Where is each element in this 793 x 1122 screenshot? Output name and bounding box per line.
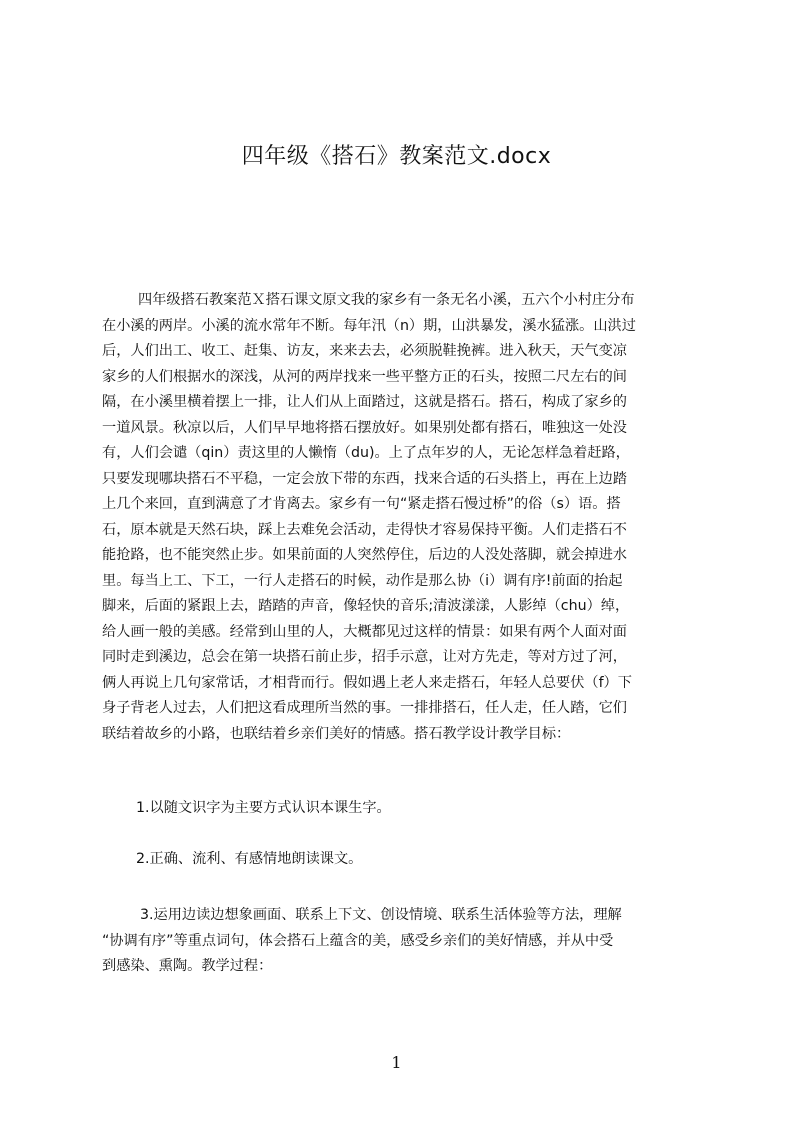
paragraph-line: 石，原本就是天然石块，踩上去难免会活动，走得快才容易保持平衡。人们走搭石不 — [102, 521, 627, 538]
paragraph-line: 身子背老人过去，人们把这看成理所当然的事。一排排搭石，任人走，任人踏，它们 — [102, 700, 627, 716]
paragraph-line: 四年级搭石教案范Ｘ搭石课文原文我的家乡有一条无名小溪，五六个小村庄分布 — [138, 292, 635, 308]
goal-line: “协调有序”等重点词句，体会搭石上蕴含的美，感受乡亲们的美好情感，并从中受 — [102, 932, 614, 949]
page-number: 1 — [391, 1053, 402, 1072]
paragraph-line: 能抢路，也不能突然止步。如果前面的人突然停住，后边的人没处落脚，就会掉进水 — [102, 547, 627, 563]
paragraph-line: 只要发现哪块搭石不平稳，一定会放下带的东西，找来合适的石头搭上，再在上边踏 — [102, 470, 627, 487]
goal-item-1: 1.以随文识字为主要方式认识本课生字。 — [136, 800, 391, 816]
paragraph-line: 有，人们会谴（qin）责这里的人懒惰（du)。上了点年岁的人，无论怎样急着赶路， — [102, 445, 630, 461]
paragraph-line: 里。每当上工、下工，一行人走搭石的时候，动作是那么协（i）调有序!前面的抬起 — [102, 572, 623, 589]
paragraph-line: 一道风景。秋凉以后，人们早早地将搭石摆放好。如果别处都有搭石，唯独这一处没 — [102, 419, 627, 436]
paragraph-line: 脚来，后面的紧跟上去，踏踏的声音，像轻快的音乐;清波漾漾，人影绰（chu）绰， — [102, 598, 630, 614]
goal-line: 到感染、熏陶。教学过程： — [102, 958, 273, 974]
goal-item-2: 2.正确、流利、有感情地朗读课文。 — [136, 851, 363, 867]
paragraph-line: 同时走到溪边，总会在第一块搭石前止步，招手示意，让对方先走，等对方过了河， — [102, 649, 627, 665]
document-title: 四年级《搭石》教案范文.docx — [241, 144, 552, 169]
paragraph-line: 给人画一般的美感。经常到山里的人，大概都见过这样的情景：如果有两个人面对面 — [102, 623, 627, 640]
goal-line: 3.运用边读边想象画面、联系上下文、创设情境、联系生活体验等方法，理解 — [140, 907, 622, 923]
paragraph-line: 俩人再说上几句家常话，才相背而行。假如遇上老人来走搭石，年轻人总要伏（f）下 — [102, 674, 632, 691]
paragraph-line: 家乡的人们根据水的深浅，从河的两岸找来一些平整方正的石头，按照二尺左右的间 — [102, 368, 627, 385]
paragraph-line: 上几个来回，直到满意了才肯离去。家乡有一句“紧走搭石慢过桥”的俗（s）语。搭 — [102, 496, 621, 512]
main-paragraph — [102, 288, 699, 747]
paragraph-line: 联结着故乡的小路，也联结着乡亲们美好的情感。搭石教学设计教学目标： — [102, 725, 571, 742]
paragraph-line: 隔，在小溪里横着摆上一排，让人们从上面踏过，这就是搭石。搭石，构成了家乡的 — [102, 394, 627, 410]
goal-item-3 — [102, 903, 699, 980]
paragraph-line: 后，人们出工、收工、赶集、访友，来来去去，必须脱鞋挽裤。进入秋天，天气变凉 — [102, 343, 627, 359]
paragraph-line: 在小溪的两岸。小溪的流水常年不断。每年汛（n）期，山洪暴发，溪水猛涨。山洪过 — [102, 317, 636, 334]
